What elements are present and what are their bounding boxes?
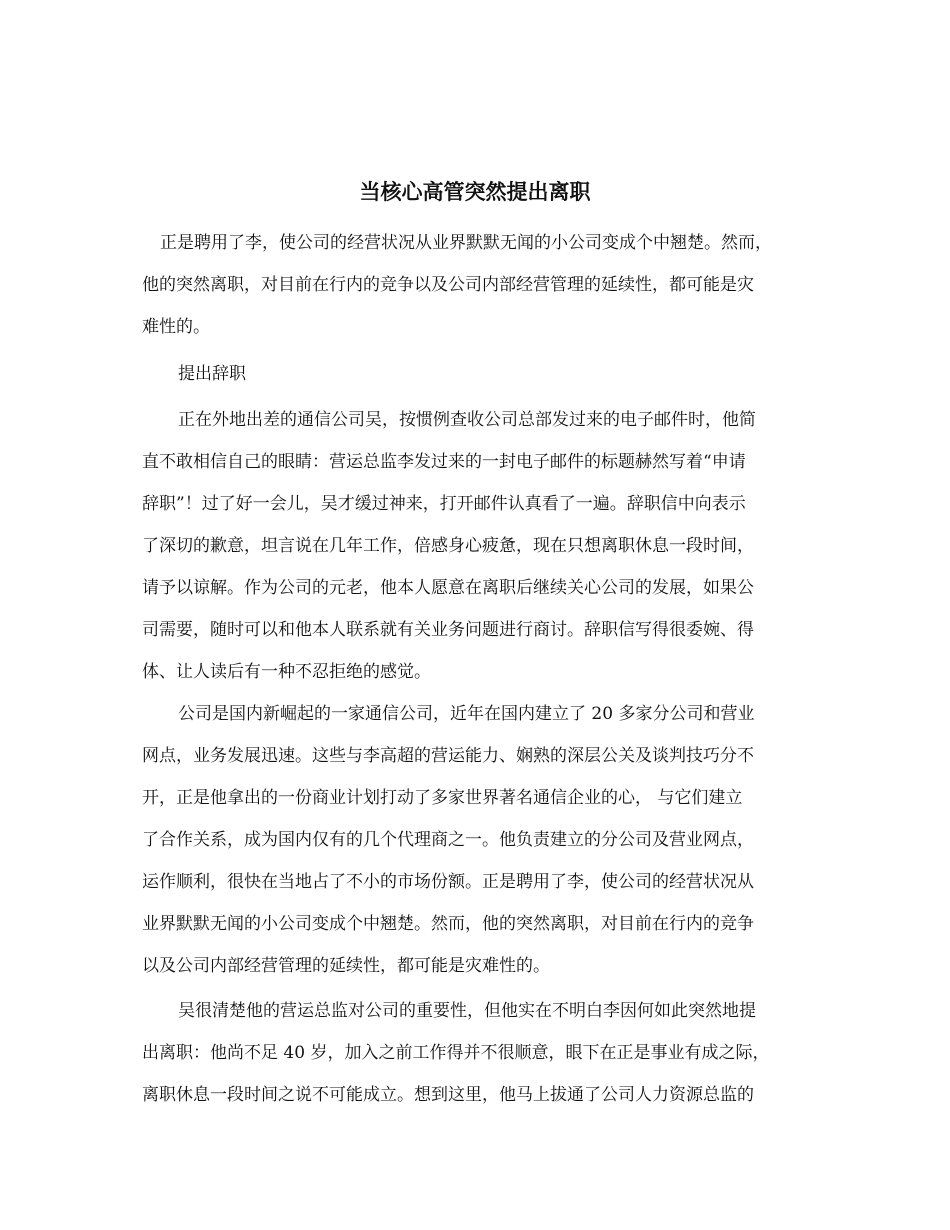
text-line: 难性的。 [142, 317, 210, 337]
text-line: 他的突然离职，对目前在行内的竞争以及公司内部经营管理的延续性，都可能是灾 [142, 275, 754, 295]
text-line: 公司是国内新崛起的一家通信公司，近年在国内建立了 20 多家分公司和营业 [178, 704, 755, 724]
text-line: 正是聘用了李，使公司的经营状况从业界默默无闻的小公司变成个中翘楚。然而， [160, 233, 772, 253]
text-line: 体、让人读后有一种不忍拒绝的感觉。 [142, 662, 431, 682]
text-line: 离职休息一段时间之说不可能成立。想到这里，他马上拔通了公司人力资源总监的 [142, 1085, 754, 1105]
section-heading: 提出辞职 [178, 364, 246, 384]
text-line: 请予以谅解。作为公司的元老，他本人愿意在离职后继续关心公司的发展，如果公 [142, 578, 754, 598]
text-line: 吴很清楚他的营运总监对公司的重要性，但他实在不明白李因何如此突然地提 [178, 1001, 756, 1021]
text-line: 司需要，随时可以和他本人联系就有关业务问题进行商讨。辞职信写得很委婉、得 [142, 620, 754, 640]
text-line: 业界默默无闻的小公司变成个中翘楚。然而，他的突然离职，对目前在行内的竞争 [142, 914, 754, 934]
text-line: 以及公司内部经营管理的延续性，都可能是灾难性的。 [142, 956, 550, 976]
text-line: 正在外地出差的通信公司吴，按惯例查收公司总部发过来的电子邮件时，他简 [178, 410, 756, 430]
text-line: 辞职”！过了好一会儿，吴才缓过神来，打开邮件认真看了一遍。辞职信中向表示 [142, 494, 746, 514]
text-line: 网点，业务发展迅速。这些与李高超的营运能力、娴熟的深层公关及谈判技巧分不 [142, 746, 754, 766]
text-line: 了合作关系，成为国内仅有的几个代理商之一。他负责建立的分公司及营业网点， [142, 830, 754, 850]
text-line: 运作顺利，很快在当地占了不小的市场份额。正是聘用了李，使公司的经营状况从 [142, 872, 754, 892]
text-line: 直不敢相信自己的眼睛：营运总监李发过来的一封电子邮件的标题赫然写着“申请 [142, 452, 746, 472]
text-line: 了深切的歉意，坦言说在几年工作，倍感身心疲惫，现在只想离职休息一段时间， [142, 536, 754, 556]
text-line: 开，正是他拿出的一份商业计划打动了多家世界著名通信企业的心， 与它们建立 [142, 788, 743, 808]
text-line: 出离职：他尚不足 40 岁，加入之前工作得并不很顺意，眼下在正是事业有成之际， [142, 1043, 770, 1063]
document-title: 当核心高管突然提出离职 [359, 179, 591, 204]
